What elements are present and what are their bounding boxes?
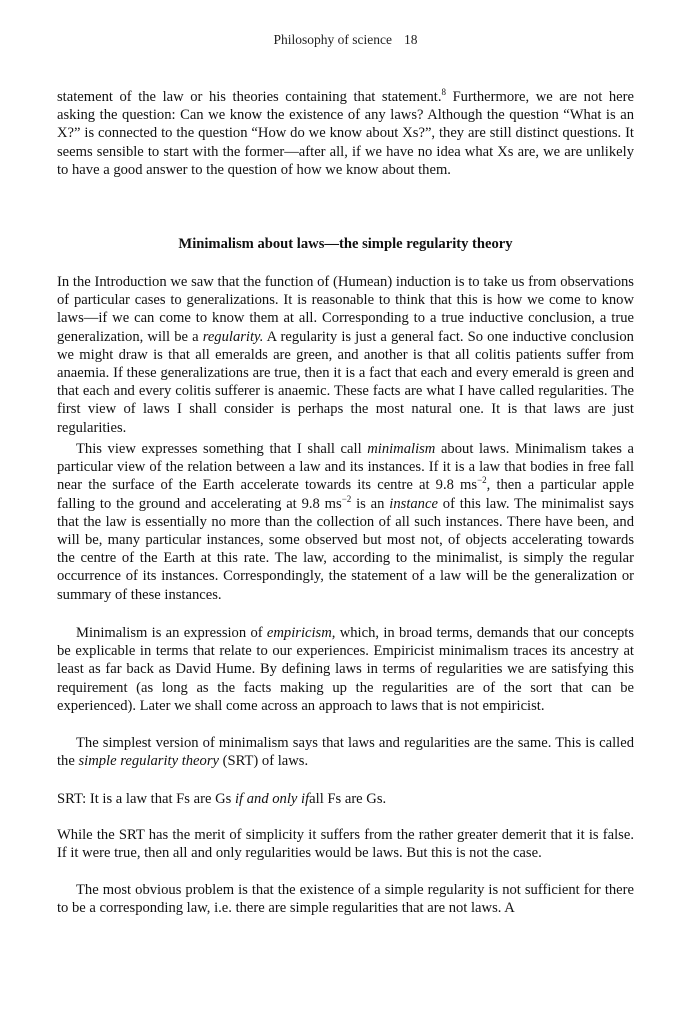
paragraph-minimalism: This view expresses something that I shall call minimalism about laws. Minimalism takes a particular view of the relation between a law and its instances. If it is a law that bodies in free fall near the surface of the Earth accelerate towards its centre at 9.8 $ms^{-2}$, then a particular apple falling to the ground and accelerating at 9.8 $ms^{-2}$ is an instance of this law. The minimalist says that the law is essentially no more than the collection of all such instances. There have been, and will be, many particular instances, some observed but most not, of objects accelerating towards the centre of the Earth at this rate. The law, according to the minimalist, is simply the regular occurrence of its instances. Correspondingly, the statement of a law will be the generalization or summary of these instances. [57, 441, 634, 603]
paragraph-regularities: In the Introduction we saw that the function of (Humean) induction is to take us from observations of particular cases to generalizations. It is reasonable to think that this is how we come to know laws—if we can come to know them at all. Corresponding to a true inductive conclusion, a true generalization, will be a regularity. A regularity is just a general fact. So one inductive conclusion we might draw is that all emeralds are green, and another is that all colitis patients suffer from anaemia. If these generalizations are true, then it is a fact that each and every emerald is green and that each and every colitis sufferer is anaemic. These facts are what I have called regularities. The first view of laws I shall consider is perhaps the most natural one. It is that laws are just regularities. [57, 274, 634, 436]
paragraph-empiricism: Minimalism is an expression of empiricism, which, in broad terms, demands that our concepts be explicable in terms that relate to our experiences. Empiricist minimalism traces its ancestry at least as far back as David Hume. By defining laws in terms of regularities we are satisfying this requirement (as long as the facts making up the regularities are of the sort that can be experienced). Later we shall come across an approach to laws that is not empiricist. [57, 625, 634, 714]
running-header-title: Philosophy of science [273, 32, 392, 47]
srt-definition: SRT: It is a law that Fs are Gs if and only ifall Fs are Gs. [57, 791, 387, 807]
running-header [57, 32, 634, 48]
paragraph-srt-intro: The simplest version of minimalism says that laws and regularities are the same. This is called the simple regularity theory (SRT) of laws. [57, 735, 634, 770]
footnote-ref: 8 [441, 87, 446, 98]
section-heading: Minimalism about laws—the simple regularity theory [178, 236, 513, 252]
paragraph-srt-false: While the SRT has the merit of simplicity it suffers from the rather greater demerit that it is false. If it were true, then all and only regularities would be laws. But this is not the case. [57, 827, 634, 862]
page-number: 18 [403, 32, 418, 47]
paragraph-intro: statement of the law or his theories containing that statement.$^8$ Furthermore, we are not here asking the question: Can we know the existence of any laws? Although the question “What is an X?” is connected to the question “How do we know about Xs?”, they are still distinct questions. It seems sensible to start with the former—after all, if we have no idea what Xs are, we are unlikely to have a good answer to the question of how we know about them. [57, 87, 634, 178]
paragraph-problem: The most obvious problem is that the existence of a simple regularity is not sufficient for there to be a corresponding law, i.e. there are simple regularities that are not laws. A [57, 882, 634, 917]
